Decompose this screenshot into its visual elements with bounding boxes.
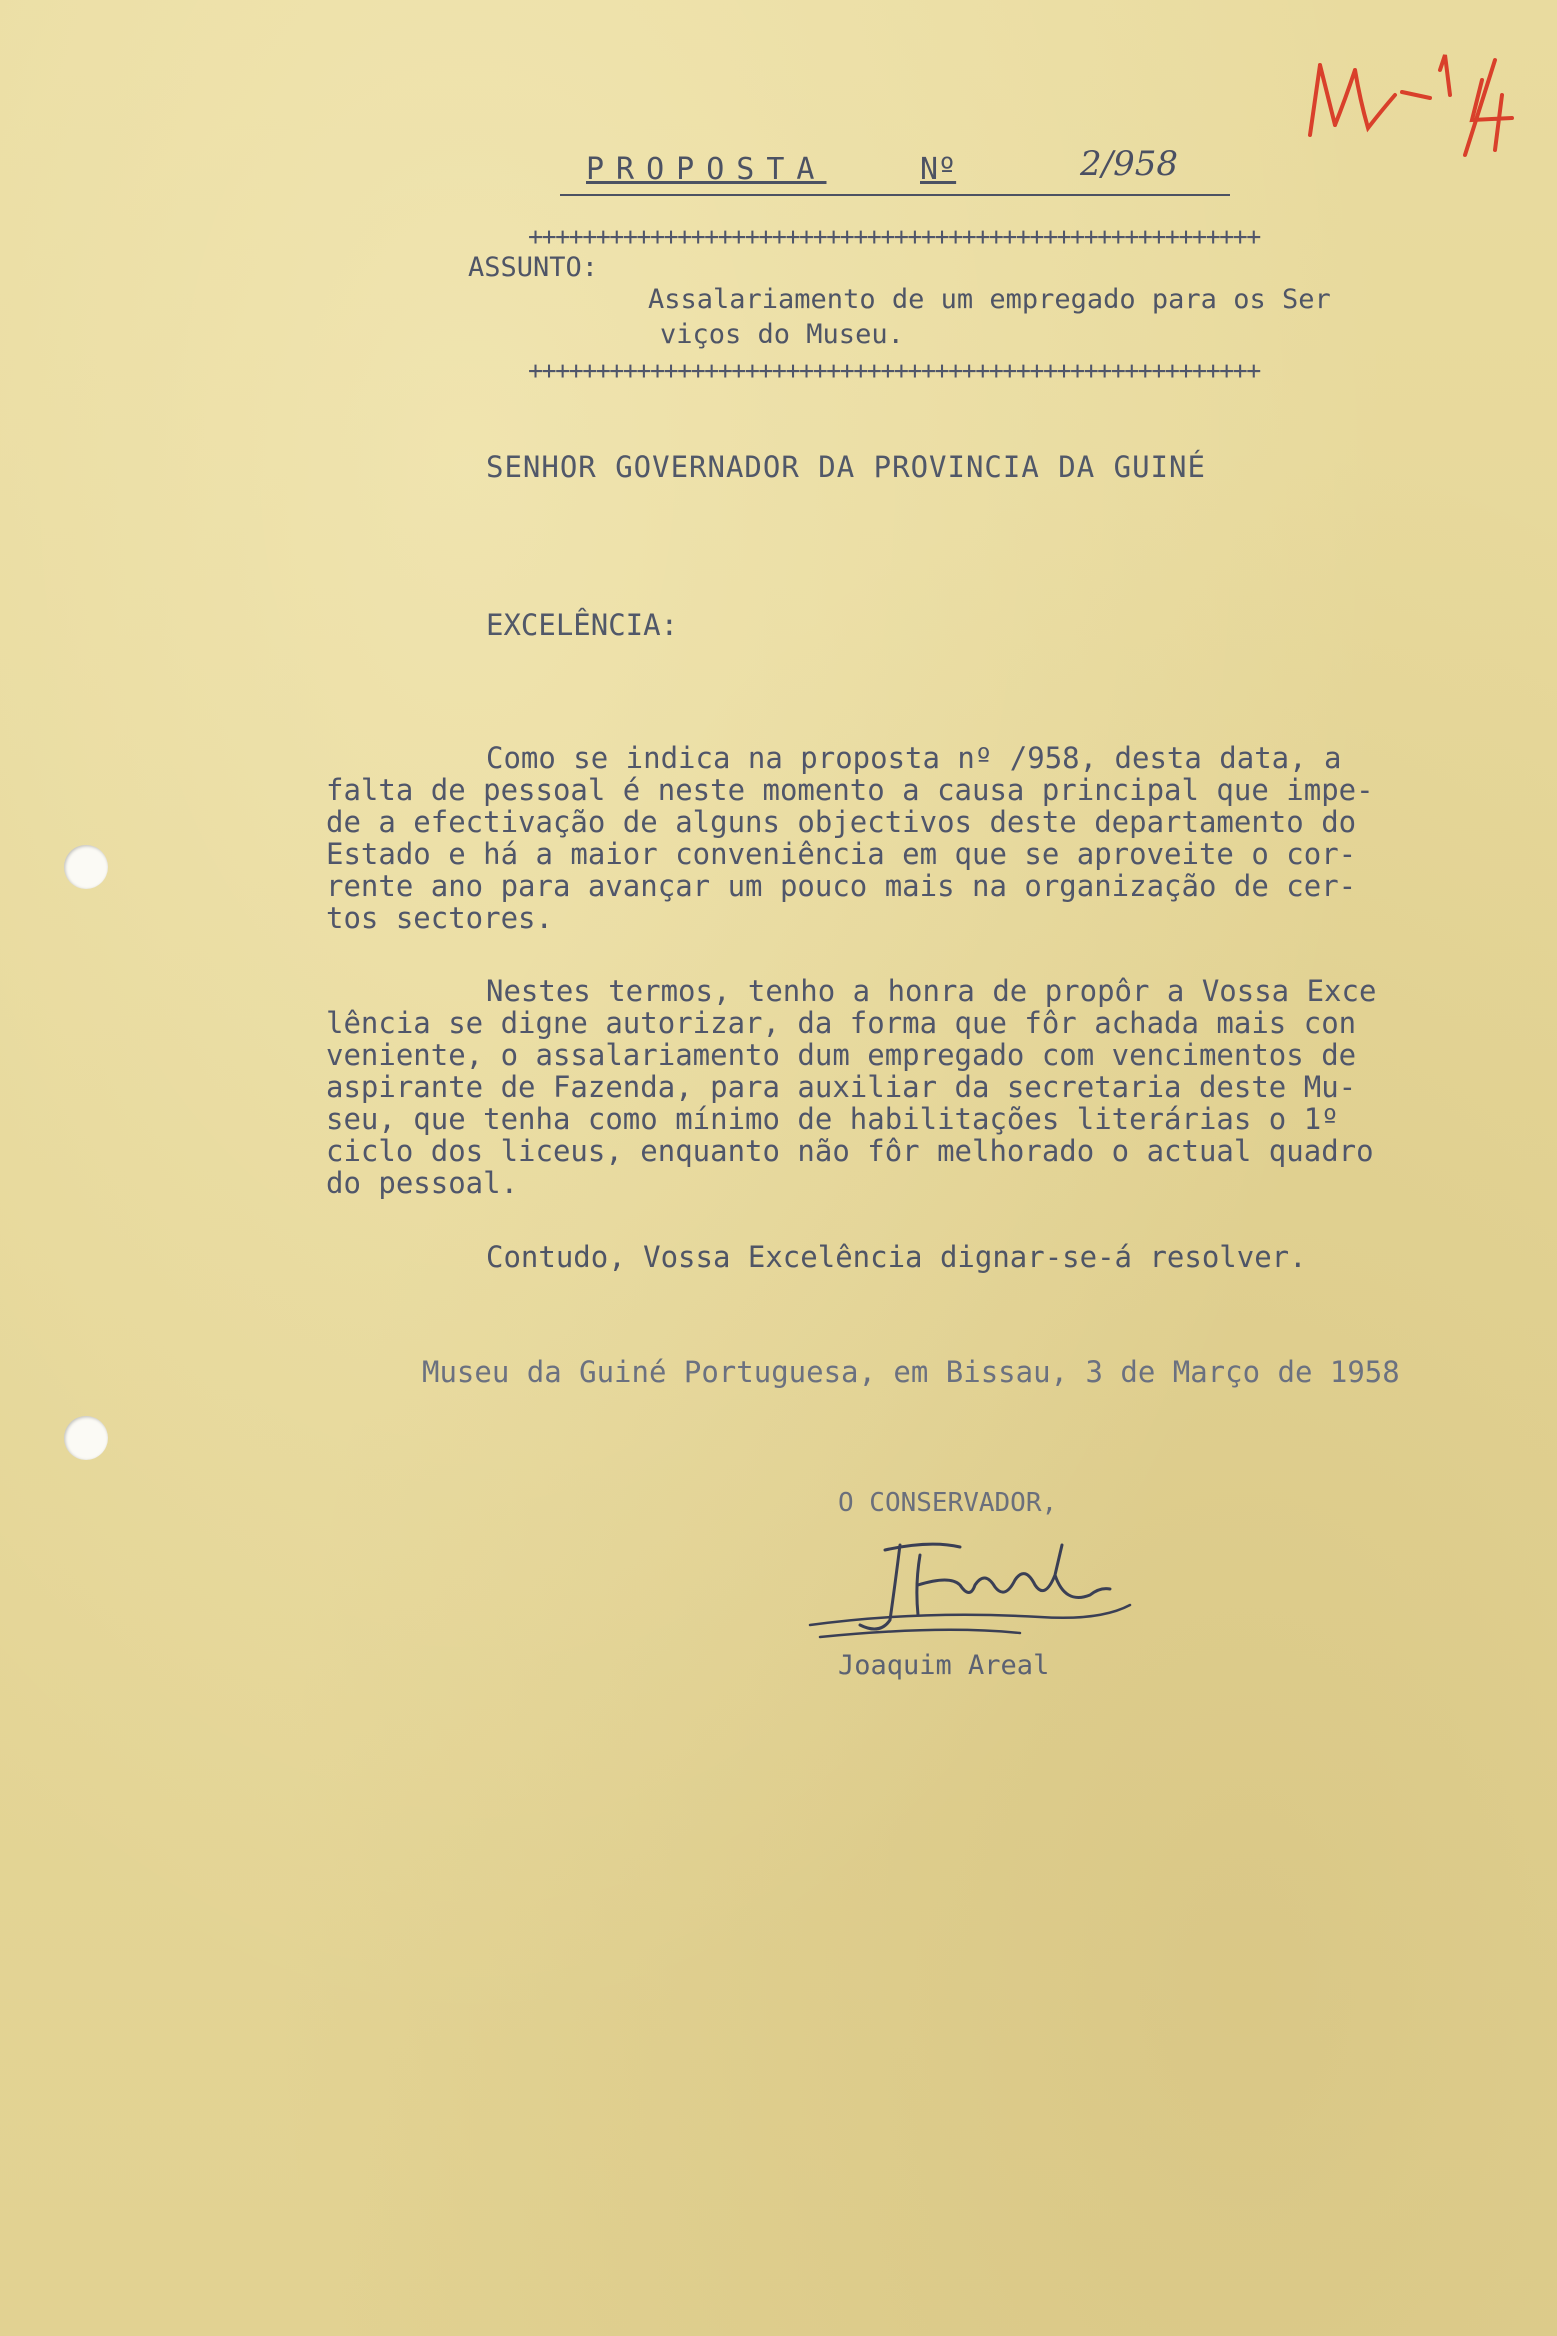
paragraph-line: ciclo dos liceus, enquanto não fôr melhorado o actual quadro: [326, 1134, 1374, 1168]
paragraph-1: [326, 742, 1516, 934]
closing-line: Contudo, Vossa Excelência dignar-se-á resolver.: [486, 1240, 1307, 1274]
subject-text: [648, 282, 1498, 352]
proposal-number-value: 2/958: [1080, 144, 1178, 184]
paragraph-line: de a efectivação de alguns objectivos deste departamento do: [326, 805, 1357, 839]
paragraph-line: seu, que tenha como mínimo de habilitações literárias o 1º: [326, 1102, 1339, 1136]
separator-bottom: ++++++++++++++++++++++++++++++++++++++++++++++++++++++: [528, 356, 1260, 384]
handwritten-signature: [800, 1525, 1160, 1645]
separator-top: ++++++++++++++++++++++++++++++++++++++++++++++++++++++: [528, 222, 1260, 250]
salutation: EXCELÊNCIA:: [486, 608, 679, 642]
paragraph-line: Estado e há a maior conveniência em que se aproveite o cor-: [326, 837, 1357, 871]
subject-line: viços do Museu.: [660, 319, 904, 350]
paragraph-line: Como se indica na proposta nº /958, desta data, a: [486, 741, 1342, 775]
subject-line: Assalariamento de um empregado para os Ser: [648, 284, 1331, 315]
signature-title: O CONSERVADOR,: [838, 1488, 1058, 1518]
proposal-title: PROPOSTA: [586, 152, 827, 187]
folio-annotation: [1290, 40, 1520, 160]
paragraph-line: veniente, o assalariamento dum empregado com vencimentos de: [326, 1038, 1357, 1072]
paragraph-2: [326, 975, 1516, 1199]
paragraph-line: do pessoal.: [326, 1166, 519, 1200]
proposal-heading: [560, 144, 1230, 196]
paragraph-line: Nestes termos, tenho a honra de propôr a Vossa Exce: [486, 974, 1377, 1008]
punch-hole-bottom: [64, 1416, 108, 1460]
paragraph-line: falta de pessoal é neste momento a causa principal que impe-: [326, 773, 1374, 807]
heading-underline: [560, 194, 1230, 196]
subject-label: ASSUNTO:: [468, 252, 599, 283]
paragraph-line: tos sectores.: [326, 901, 553, 935]
paragraph-line: rente ano para avançar um pouco mais na organização de cer-: [326, 869, 1357, 903]
proposal-number-label: Nº: [920, 152, 957, 187]
punch-hole-top: [64, 845, 108, 889]
addressee: SENHOR GOVERNADOR DA PROVINCIA DA GUINÉ: [486, 450, 1206, 484]
place-date: Museu da Guiné Portuguesa, em Bissau, 3 de Março de 1958: [422, 1355, 1400, 1389]
signer-name: Joaquim Areal: [838, 1650, 1050, 1681]
paragraph-line: aspirante de Fazenda, para auxiliar da secretaria deste Mu-: [326, 1070, 1357, 1104]
paragraph-line: lência se digne autorizar, da forma que fôr achada mais con: [326, 1006, 1357, 1040]
